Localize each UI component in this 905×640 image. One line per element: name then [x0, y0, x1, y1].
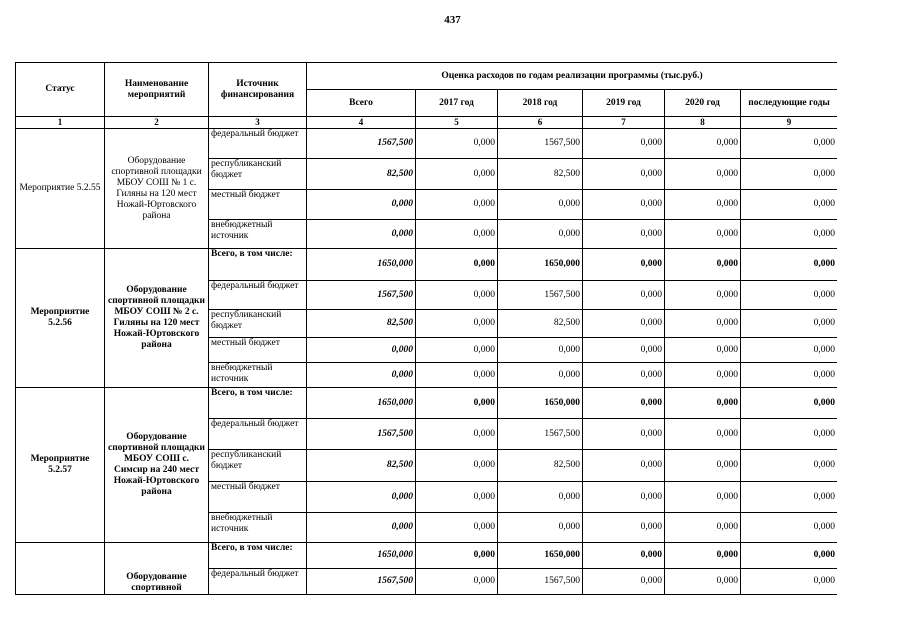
column-number: 4 — [307, 117, 416, 129]
value-2019: 0,000 — [583, 220, 665, 249]
value-2018: 0,000 — [498, 363, 583, 388]
value-2018: 1650,000 — [498, 543, 583, 569]
value-2018: 1567,500 — [498, 419, 583, 450]
source-cell: республиканский бюджет — [209, 450, 307, 482]
value-2019: 0,000 — [583, 388, 665, 419]
value-2020: 0,000 — [665, 543, 741, 569]
value-2019: 0,000 — [583, 159, 665, 190]
source-cell: федеральный бюджет — [209, 129, 307, 159]
header-year-2019: 2019 год — [583, 90, 665, 117]
value-2017: 0,000 — [416, 388, 498, 419]
value-2017: 0,000 — [416, 220, 498, 249]
source-cell: Всего, в том числе: — [209, 543, 307, 569]
page-number: 437 — [444, 14, 461, 26]
source-cell: внебюджетный источник — [209, 513, 307, 543]
value-2017: 0,000 — [416, 159, 498, 190]
value-subsequent: 0,000 — [741, 543, 838, 569]
expense-table-wrapper — [15, 62, 837, 604]
value-2018: 82,500 — [498, 310, 583, 338]
source-cell: местный бюджет — [209, 338, 307, 363]
measure-name-cell: Оборудование спортивной площадки МБОУ СОШ № 1 с. Гиляны на 120 мест Ножай-Юртовского района — [105, 129, 209, 249]
column-number: 5 — [416, 117, 498, 129]
source-cell: федеральный бюджет — [209, 569, 307, 595]
column-number: 1 — [16, 117, 105, 129]
header-year-2018: 2018 год — [498, 90, 583, 117]
value-2018: 0,000 — [498, 338, 583, 363]
source-cell: местный бюджет — [209, 190, 307, 220]
value-2019: 0,000 — [583, 543, 665, 569]
status-cell: Мероприятие 5.2.57 — [16, 388, 105, 543]
value-subsequent: 0,000 — [741, 281, 838, 310]
source-cell: Всего, в том числе: — [209, 249, 307, 281]
value-2020: 0,000 — [665, 338, 741, 363]
value-2018: 82,500 — [498, 450, 583, 482]
value-2020: 0,000 — [665, 450, 741, 482]
value-total: 0,000 — [307, 220, 416, 249]
value-total: 1650,000 — [307, 388, 416, 419]
value-2019: 0,000 — [583, 281, 665, 310]
value-total: 82,500 — [307, 450, 416, 482]
value-2019: 0,000 — [583, 513, 665, 543]
value-2020: 0,000 — [665, 419, 741, 450]
value-2018: 1567,500 — [498, 569, 583, 595]
value-total: 82,500 — [307, 310, 416, 338]
value-subsequent: 0,000 — [741, 338, 838, 363]
value-2017: 0,000 — [416, 513, 498, 543]
value-2020: 0,000 — [665, 190, 741, 220]
value-subsequent: 0,000 — [741, 388, 838, 419]
measure-name-cell: Оборудование спортивной — [105, 543, 209, 595]
value-2019: 0,000 — [583, 249, 665, 281]
value-total: 1567,500 — [307, 129, 416, 159]
value-total: 1567,500 — [307, 419, 416, 450]
value-2018: 1650,000 — [498, 388, 583, 419]
value-total: 82,500 — [307, 159, 416, 190]
table-row — [16, 129, 838, 159]
value-2020: 0,000 — [665, 482, 741, 513]
value-subsequent: 0,000 — [741, 482, 838, 513]
source-cell: федеральный бюджет — [209, 281, 307, 310]
value-2018: 0,000 — [498, 513, 583, 543]
expense-table — [15, 62, 837, 595]
value-subsequent: 0,000 — [741, 569, 838, 595]
value-2017: 0,000 — [416, 281, 498, 310]
source-cell: Всего, в том числе: — [209, 388, 307, 419]
column-number: 7 — [583, 117, 665, 129]
value-subsequent: 0,000 — [741, 310, 838, 338]
value-2018: 1567,500 — [498, 129, 583, 159]
value-2017: 0,000 — [416, 129, 498, 159]
table-row — [16, 543, 838, 569]
column-number: 6 — [498, 117, 583, 129]
header-year-2017: 2017 год — [416, 90, 498, 117]
value-subsequent: 0,000 — [741, 513, 838, 543]
value-subsequent: 0,000 — [741, 129, 838, 159]
column-number: 3 — [209, 117, 307, 129]
value-2017: 0,000 — [416, 190, 498, 220]
value-2020: 0,000 — [665, 388, 741, 419]
value-subsequent: 0,000 — [741, 220, 838, 249]
value-subsequent: 0,000 — [741, 190, 838, 220]
status-cell: Мероприятие 5.2.56 — [16, 249, 105, 388]
source-cell: республиканский бюджет — [209, 159, 307, 190]
table-body — [16, 129, 838, 595]
value-2017: 0,000 — [416, 569, 498, 595]
measure-name-cell: Оборудование спортивной площадки МБОУ СОШ с. Симсир на 240 мест Ножай-Юртовского района — [105, 388, 209, 543]
value-2018: 82,500 — [498, 159, 583, 190]
value-subsequent: 0,000 — [741, 419, 838, 450]
value-total: 0,000 — [307, 338, 416, 363]
status-cell — [16, 543, 105, 595]
source-cell: федеральный бюджет — [209, 419, 307, 450]
value-2018: 1650,000 — [498, 249, 583, 281]
value-2019: 0,000 — [583, 190, 665, 220]
value-2020: 0,000 — [665, 363, 741, 388]
source-cell: внебюджетный источник — [209, 220, 307, 249]
value-2017: 0,000 — [416, 310, 498, 338]
column-number: 9 — [741, 117, 838, 129]
status-cell: Мероприятие 5.2.55 — [16, 129, 105, 249]
header-estimate: Оценка расходов по годам реализации программы (тыс.руб.) — [307, 63, 838, 90]
source-cell: внебюджетный источник — [209, 363, 307, 388]
value-2019: 0,000 — [583, 450, 665, 482]
value-2018: 0,000 — [498, 482, 583, 513]
value-subsequent: 0,000 — [741, 249, 838, 281]
header-year-2020: 2020 год — [665, 90, 741, 117]
value-2020: 0,000 — [665, 310, 741, 338]
column-number: 8 — [665, 117, 741, 129]
header-year-total: Всего — [307, 90, 416, 117]
value-2017: 0,000 — [416, 249, 498, 281]
value-2017: 0,000 — [416, 338, 498, 363]
measure-name-cell: Оборудование спортивной площадки МБОУ СОШ № 2 с. Гиляны на 120 мест Ножай-Юртовского района — [105, 249, 209, 388]
value-total: 1650,000 — [307, 249, 416, 281]
table-row — [16, 388, 838, 419]
value-2019: 0,000 — [583, 363, 665, 388]
value-2017: 0,000 — [416, 450, 498, 482]
value-2020: 0,000 — [665, 249, 741, 281]
table-row — [16, 249, 838, 281]
value-2019: 0,000 — [583, 569, 665, 595]
value-total: 0,000 — [307, 482, 416, 513]
value-total: 1650,000 — [307, 543, 416, 569]
value-2017: 0,000 — [416, 543, 498, 569]
value-2019: 0,000 — [583, 129, 665, 159]
value-subsequent: 0,000 — [741, 159, 838, 190]
value-total: 1567,500 — [307, 569, 416, 595]
value-2020: 0,000 — [665, 569, 741, 595]
value-2020: 0,000 — [665, 281, 741, 310]
value-2019: 0,000 — [583, 419, 665, 450]
value-2020: 0,000 — [665, 220, 741, 249]
value-subsequent: 0,000 — [741, 450, 838, 482]
value-2020: 0,000 — [665, 129, 741, 159]
value-total: 1567,500 — [307, 281, 416, 310]
value-2018: 0,000 — [498, 220, 583, 249]
value-2019: 0,000 — [583, 310, 665, 338]
value-2019: 0,000 — [583, 482, 665, 513]
value-2020: 0,000 — [665, 513, 741, 543]
header-name: Наименование мероприятий — [105, 63, 209, 117]
value-2020: 0,000 — [665, 159, 741, 190]
value-total: 0,000 — [307, 513, 416, 543]
value-2018: 0,000 — [498, 190, 583, 220]
column-number: 2 — [105, 117, 209, 129]
value-2017: 0,000 — [416, 419, 498, 450]
header-source: Источник финансирования — [209, 63, 307, 117]
value-total: 0,000 — [307, 363, 416, 388]
value-subsequent: 0,000 — [741, 363, 838, 388]
source-cell: местный бюджет — [209, 482, 307, 513]
source-cell: республиканский бюджет — [209, 310, 307, 338]
header-status: Статус — [16, 63, 105, 117]
value-2019: 0,000 — [583, 338, 665, 363]
value-2017: 0,000 — [416, 363, 498, 388]
value-total: 0,000 — [307, 190, 416, 220]
header-year-subsequent: последующие годы — [741, 90, 838, 117]
value-2018: 1567,500 — [498, 281, 583, 310]
value-2017: 0,000 — [416, 482, 498, 513]
